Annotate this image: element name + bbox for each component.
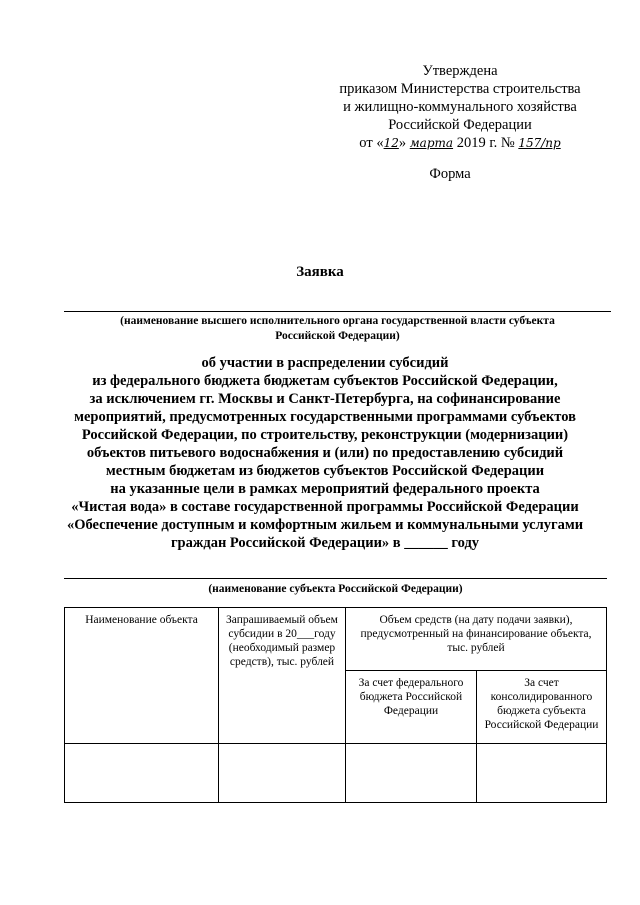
body-line: об участии в распределении субсидий [201, 355, 449, 371]
header-consolidated-budget: За счет консолидированного бюджета субъекта Российской Федерации [477, 671, 607, 744]
table-cell-consolidated[interactable] [477, 744, 607, 803]
application-table [64, 607, 607, 803]
header-requested-amount: Запрашиваемый объем субсидии в 20___году (необходимый размер средств), тыс. рублей [219, 608, 346, 744]
body-line: местным бюджетам из бюджетов субъектов Российской Федерации [105, 463, 545, 479]
approval-line-1: Утверждена [422, 63, 498, 79]
table-cell-requested[interactable] [219, 744, 346, 803]
form-label: Форма [429, 166, 471, 182]
header-object-name: Наименование объекта [65, 608, 219, 744]
application-body [40, 354, 610, 552]
body-line: объектов питьевого водоснабжения и (или) по предоставлению субсидий [86, 445, 564, 461]
approval-block [300, 62, 620, 152]
approval-date-line [300, 134, 620, 152]
header-funds-volume: Объем средств (на дату подачи заявки), предусмотренный на финансирование объекта, тыс. рублей [346, 608, 607, 671]
table-cell-federal[interactable] [346, 744, 477, 803]
approval-line-4: Российской Федерации [388, 117, 532, 133]
body-line: мероприятий, предусмотренных государственными программами субъектов [74, 409, 576, 425]
table-cell-object[interactable] [65, 744, 219, 803]
date-day: 12 [383, 136, 399, 150]
table-row [65, 744, 607, 803]
order-number: 157/пр [518, 136, 561, 150]
subject-caption: (наименование субъекта Российской Федерации) [208, 583, 463, 595]
date-suffix: 2019 г. № [453, 135, 519, 151]
organ-caption [64, 314, 611, 344]
body-line: на указанные цели в рамках мероприятий федерального проекта [110, 481, 540, 497]
body-line: из федерального бюджета бюджетам субъектов Российской Федерации, [92, 373, 558, 389]
date-month: марта [409, 136, 454, 150]
organ-caption-line-2: Российской Федерации) [275, 330, 400, 342]
body-line: за исключением гг. Москвы и Санкт-Петербурга, на софинансирование [89, 391, 561, 407]
header-federal-budget: За счет федерального бюджета Российской Федерации [346, 671, 477, 744]
body-line: Российской Федерации, по строительству, реконструкции (модернизации) [81, 427, 569, 443]
approval-line-2: приказом Министерства строительства [339, 81, 581, 97]
table-header-row [65, 608, 607, 671]
body-line: граждан Российской Федерации» в ______ году [170, 535, 480, 551]
organ-caption-line-1: (наименование высшего исполнительного органа государственной власти субъекта [120, 315, 555, 327]
subject-name-line [64, 578, 607, 579]
body-line: «Чистая вода» в составе государственной программы Российской Федерации [71, 499, 579, 515]
document-title: Заявка [296, 264, 344, 280]
approval-line-3: и жилищно-коммунального хозяйства [343, 99, 577, 115]
organ-name-line [64, 311, 611, 312]
body-line: «Обеспечение доступным и комфортным жильем и коммунальными услугами [66, 517, 584, 533]
date-prefix: от « [359, 135, 384, 151]
date-mid: » [398, 135, 410, 151]
